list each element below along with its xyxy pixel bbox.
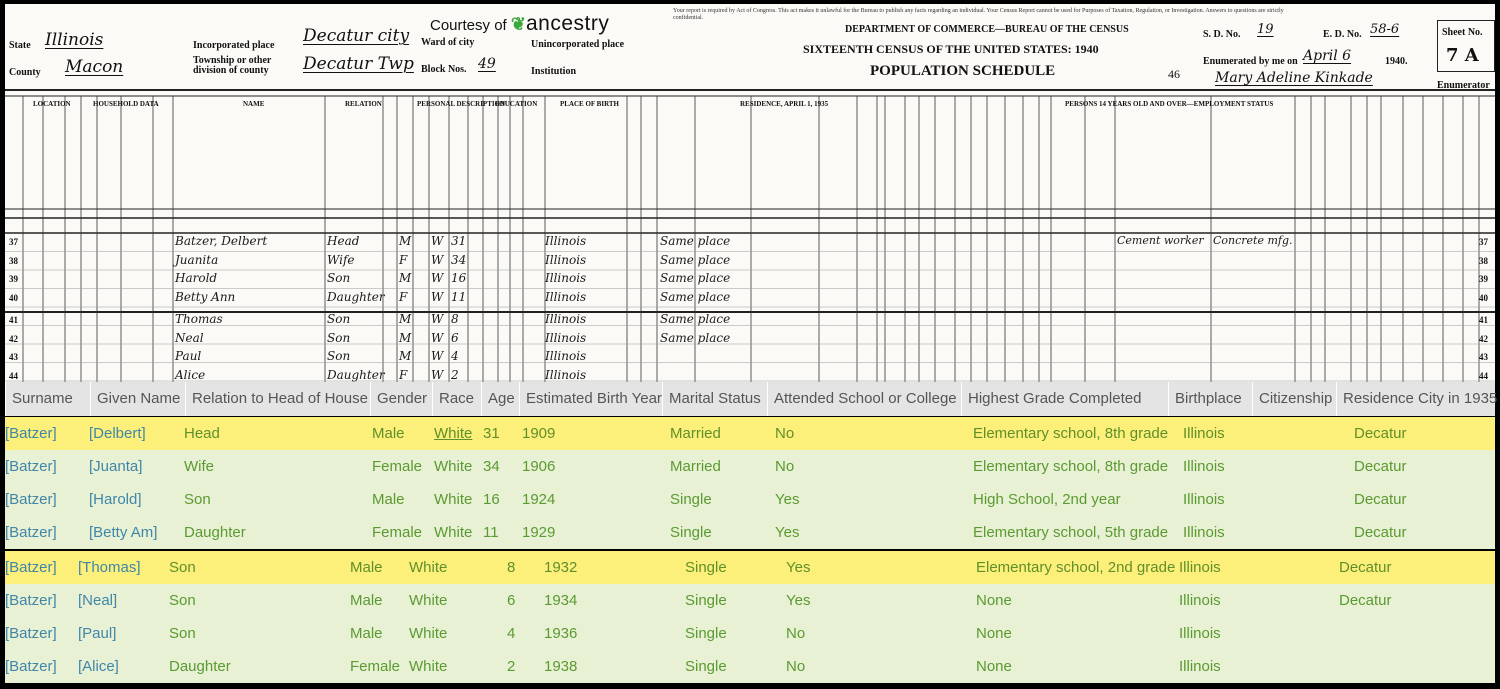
cell-relation: Head bbox=[184, 425, 220, 442]
enumerator-label: Enumerator bbox=[1437, 80, 1490, 91]
handwritten-sex: M bbox=[399, 349, 412, 363]
cell-given[interactable]: [Juanta] bbox=[89, 458, 143, 475]
cell-residence: Decatur bbox=[1354, 491, 1407, 508]
cell-birthplace: Illinois bbox=[1183, 458, 1225, 475]
section-place-of-birth: PLACE OF BIRTH bbox=[560, 100, 620, 108]
handwritten-res: Same place bbox=[660, 312, 731, 326]
handwritten-birth: Illinois bbox=[545, 289, 587, 304]
row-number: 42 bbox=[1479, 333, 1488, 344]
handwritten-age: 2 bbox=[451, 367, 459, 382]
cell-birth-year: 1936 bbox=[544, 625, 578, 642]
ancestry-leaf-icon: ❦ bbox=[510, 14, 526, 34]
cell-birth-year: 1932 bbox=[544, 559, 578, 576]
row-number: 37 bbox=[9, 237, 18, 247]
handwritten-age: 34 bbox=[451, 252, 467, 267]
cell-gender: Female bbox=[372, 458, 423, 475]
col-residence-1935[interactable]: Residence City in 1935 bbox=[1336, 382, 1495, 416]
handwritten-race: W bbox=[431, 234, 444, 248]
department-line: DEPARTMENT OF COMMERCE—BUREAU OF THE CENSUS bbox=[845, 24, 1129, 35]
cell-birthplace: Illinois bbox=[1179, 592, 1221, 609]
cell-marital: Married bbox=[670, 458, 721, 475]
table-row[interactable] bbox=[5, 650, 1495, 683]
section-location: LOCATION bbox=[33, 100, 71, 108]
cell-gender: Male bbox=[350, 625, 383, 642]
cell-birthplace: Illinois bbox=[1183, 491, 1225, 508]
cell-grade: Elementary school, 8th grade bbox=[973, 458, 1169, 475]
transcription-table bbox=[5, 382, 1498, 682]
handwritten-age: 16 bbox=[451, 271, 467, 285]
cell-residence: Decatur bbox=[1339, 592, 1392, 609]
cell-surname[interactable]: [Batzer] bbox=[5, 592, 57, 609]
cell-birthplace: Illinois bbox=[1179, 625, 1221, 642]
township-label: Township or other division of county bbox=[193, 55, 272, 76]
cell-gender: Female bbox=[350, 658, 401, 675]
handwritten-birth: Illinois bbox=[545, 252, 587, 267]
section-residence-1935: RESIDENCE, APRIL 1, 1935 bbox=[740, 100, 829, 108]
section-education: EDUCATION bbox=[495, 100, 538, 108]
table-row[interactable] bbox=[5, 417, 1495, 450]
section-name: NAME bbox=[243, 100, 265, 108]
table-header bbox=[5, 382, 1498, 416]
cell-surname[interactable]: [Batzer] bbox=[5, 625, 57, 642]
handwritten-sex: M bbox=[399, 312, 412, 326]
handwritten-res: Same place bbox=[660, 252, 731, 267]
cell-age: 2 bbox=[507, 658, 516, 675]
col-marital-status[interactable]: Marital Status bbox=[662, 382, 767, 416]
cell-age: 4 bbox=[507, 625, 516, 642]
cell-given[interactable]: [Alice] bbox=[78, 658, 119, 675]
col-given-name[interactable]: Given Name bbox=[90, 382, 185, 416]
cell-residence: Decatur bbox=[1354, 524, 1407, 541]
row-number: 40 bbox=[1479, 292, 1488, 303]
handwritten-name: Thomas bbox=[175, 312, 223, 326]
handwritten-sex: F bbox=[399, 367, 408, 382]
row-number: 38 bbox=[9, 255, 18, 266]
cell-race: White bbox=[434, 458, 473, 475]
handwritten-birth: Illinois bbox=[545, 312, 587, 326]
enumerator-value: Mary Adeline Kinkade bbox=[1215, 70, 1373, 86]
col-birthplace[interactable]: Birthplace bbox=[1168, 382, 1252, 416]
cell-marital: Single bbox=[670, 491, 712, 508]
handwritten-age: 11 bbox=[451, 289, 467, 304]
cell-school: No bbox=[775, 458, 795, 475]
incorporated-value: Decatur city bbox=[303, 26, 410, 46]
block-label: Block Nos. bbox=[421, 64, 467, 75]
form-instructions: Your report is required by Act of Congress. This act makes it unlawful for the Bureau to publish any facts regarding an individual. Your Census Report cannot be used for Purposes of Taxation, Regulation, or Investigation. Answers to questions are strictly confidential. bbox=[673, 8, 1284, 21]
row-number: 43 bbox=[9, 352, 18, 362]
cell-relation: Son bbox=[169, 592, 196, 609]
handwritten-age: 4 bbox=[451, 349, 459, 363]
handwritten-rel: Daughter bbox=[327, 367, 385, 382]
handwritten-race: W bbox=[431, 271, 444, 285]
cell-school: Yes bbox=[786, 559, 811, 576]
row-number: 42 bbox=[9, 333, 18, 344]
handwritten-sex: M bbox=[399, 271, 412, 285]
handwritten-rel: Son bbox=[327, 330, 351, 345]
cell-grade: High School, 2nd year bbox=[973, 491, 1121, 508]
handwritten-race: W bbox=[431, 349, 444, 363]
state-value: Illinois bbox=[45, 30, 104, 50]
cell-relation: Wife bbox=[184, 458, 214, 475]
table-row[interactable] bbox=[5, 450, 1495, 483]
unincorporated-label: Unincorporated place bbox=[531, 39, 625, 50]
cell-residence: Decatur bbox=[1354, 458, 1407, 475]
col-surname[interactable]: Surname bbox=[5, 382, 90, 416]
cell-surname[interactable]: [Batzer] bbox=[5, 658, 57, 675]
cell-gender: Male bbox=[350, 592, 383, 609]
cell-given[interactable]: [Delbert] bbox=[89, 425, 146, 442]
col-age[interactable]: Age bbox=[481, 382, 519, 416]
row-number: 39 bbox=[1479, 274, 1488, 284]
col-gender[interactable]: Gender bbox=[370, 382, 432, 416]
cell-gender: Male bbox=[350, 559, 383, 576]
cell-marital: Single bbox=[685, 559, 727, 576]
cell-school: No bbox=[786, 625, 806, 642]
sd-label: S. D. No. bbox=[1203, 29, 1241, 40]
handwritten-race: W bbox=[431, 330, 444, 345]
handwritten-name: Harold bbox=[175, 271, 218, 285]
cell-race: White bbox=[434, 491, 473, 508]
cell-birth-year: 1929 bbox=[522, 524, 556, 541]
cell-surname[interactable]: [Batzer] bbox=[5, 559, 57, 576]
handwritten-birth: Illinois bbox=[545, 330, 587, 345]
col-attended-school[interactable]: Attended School or College bbox=[767, 382, 961, 416]
cell-marital: Single bbox=[685, 658, 727, 675]
handwritten-birth: Illinois bbox=[545, 271, 587, 285]
handwritten-birth: Illinois bbox=[545, 349, 587, 363]
row-number: 41 bbox=[1479, 315, 1488, 325]
cell-grade: Elementary school, 8th grade bbox=[973, 425, 1169, 442]
handwritten-race: W bbox=[431, 252, 444, 267]
handwritten-race: W bbox=[431, 367, 444, 382]
handwritten-age: 8 bbox=[451, 312, 459, 326]
cell-age: 11 bbox=[483, 524, 499, 541]
incorporated-label: Incorporated place bbox=[193, 40, 275, 51]
ed-label: E. D. No. bbox=[1323, 29, 1362, 40]
cell-gender: Female bbox=[372, 524, 423, 541]
cell-birth-year: 1934 bbox=[544, 592, 578, 609]
cell-marital: Married bbox=[670, 425, 721, 442]
cell-grade: None bbox=[976, 658, 1012, 675]
table-row[interactable] bbox=[5, 551, 1495, 584]
cell-school: Yes bbox=[786, 592, 811, 609]
cell-birthplace: Illinois bbox=[1179, 559, 1221, 576]
handwritten-res: Same place bbox=[660, 271, 731, 285]
cell-given[interactable]: [Neal] bbox=[78, 592, 118, 609]
col-relation[interactable]: Relation to Head of House bbox=[185, 382, 370, 416]
handwritten-name: Neal bbox=[175, 330, 204, 345]
cell-age: 6 bbox=[507, 592, 516, 609]
handwritten-name: Batzer, Delbert bbox=[175, 234, 268, 248]
section-relation: RELATION bbox=[345, 100, 382, 108]
cell-grade: Elementary school, 5th grade bbox=[973, 524, 1169, 541]
handwritten-sex: M bbox=[399, 330, 412, 345]
institution-label: Institution bbox=[531, 66, 577, 77]
handwritten-race: W bbox=[431, 312, 444, 326]
handwritten-name: Betty Ann bbox=[175, 289, 236, 304]
cell-relation: Daughter bbox=[169, 658, 231, 675]
cell-race: White bbox=[434, 524, 473, 541]
section-employment-status: PERSONS 14 YEARS OLD AND OVER—EMPLOYMENT STATUS bbox=[1065, 100, 1274, 108]
census-title: SIXTEENTH CENSUS OF THE UNITED STATES: 1940 bbox=[803, 42, 1099, 56]
col-birth-year[interactable]: Estimated Birth Year bbox=[519, 382, 662, 416]
col-highest-grade[interactable]: Highest Grade Completed bbox=[961, 382, 1168, 416]
cell-relation: Son bbox=[184, 491, 211, 508]
county-value: Macon bbox=[65, 57, 124, 77]
cell-relation: Son bbox=[169, 625, 196, 642]
handwritten-age: 31 bbox=[451, 234, 467, 248]
cell-race: White bbox=[409, 658, 448, 675]
cell-gender: Male bbox=[372, 491, 405, 508]
cell-age: 31 bbox=[483, 425, 500, 442]
cell-birth-year: 1924 bbox=[522, 491, 556, 508]
handwritten-name: Juanita bbox=[175, 252, 219, 267]
cell-surname[interactable]: [Batzer] bbox=[5, 491, 57, 508]
cell-birthplace: Illinois bbox=[1179, 658, 1221, 675]
handwritten-sex: M bbox=[399, 234, 412, 248]
county-label: County bbox=[9, 67, 41, 78]
sheet-value: 7 A bbox=[1446, 45, 1479, 66]
cell-grade: None bbox=[976, 625, 1012, 642]
cell-given[interactable]: [Harold] bbox=[89, 491, 142, 508]
row-number: 37 bbox=[1479, 237, 1488, 247]
state-label: State bbox=[9, 40, 31, 51]
ed-value: 58-6 bbox=[1370, 22, 1400, 37]
cell-birthplace: Illinois bbox=[1183, 524, 1225, 541]
handwritten-rel: Son bbox=[327, 312, 351, 326]
cell-surname[interactable]: [Batzer] bbox=[5, 425, 57, 442]
handwritten-birth: Illinois bbox=[545, 367, 587, 382]
ward-label: Ward of city bbox=[421, 37, 475, 48]
cell-age: 16 bbox=[483, 491, 500, 508]
cell-age: 8 bbox=[507, 559, 516, 576]
row-number: 39 bbox=[9, 274, 18, 284]
cell-race: White bbox=[409, 592, 448, 609]
row-number: 40 bbox=[9, 292, 18, 303]
handwritten-res: Same place bbox=[660, 330, 731, 345]
table-row[interactable] bbox=[5, 516, 1495, 549]
enumerated-value: April 6 bbox=[1303, 48, 1352, 64]
row-number: 43 bbox=[1479, 352, 1488, 362]
handwritten-race: W bbox=[431, 289, 444, 304]
industry-entry: Concrete mfg. bbox=[1213, 234, 1293, 247]
cell-gender: Male bbox=[372, 425, 405, 442]
sheet-number-box bbox=[1437, 20, 1495, 72]
occupation-entry: Cement worker bbox=[1117, 234, 1204, 247]
section-personal-description: PERSONAL DESCRIPTION bbox=[417, 100, 506, 108]
row-number: 38 bbox=[1479, 255, 1488, 266]
cell-surname[interactable]: [Batzer] bbox=[5, 458, 57, 475]
col-race[interactable]: Race bbox=[432, 382, 481, 416]
row-number: 41 bbox=[9, 315, 18, 325]
cell-school: Yes bbox=[775, 491, 800, 508]
row-number: 44 bbox=[9, 370, 18, 381]
cell-birth-year: 1906 bbox=[522, 458, 556, 475]
cell-surname[interactable]: [Batzer] bbox=[5, 524, 57, 541]
sd-value: 19 bbox=[1257, 22, 1274, 37]
handwritten-rel: Son bbox=[327, 271, 351, 285]
cell-birth-year: 1909 bbox=[522, 425, 556, 442]
cell-age: 34 bbox=[483, 458, 500, 475]
cell-birthplace: Illinois bbox=[1183, 425, 1225, 442]
handwritten-age: 6 bbox=[451, 330, 459, 345]
cell-race: White bbox=[409, 559, 448, 576]
handwritten-rel: Wife bbox=[327, 252, 355, 267]
handwritten-name: Paul bbox=[175, 349, 202, 363]
section-household-data: HOUSEHOLD DATA bbox=[93, 100, 159, 108]
handwritten-rel: Son bbox=[327, 349, 351, 363]
row-number: 44 bbox=[1479, 370, 1488, 381]
cell-given[interactable]: [Paul] bbox=[78, 625, 117, 642]
enumerated-label: Enumerated by me on bbox=[1203, 56, 1298, 67]
census-scan-image bbox=[5, 4, 1495, 382]
cell-school: No bbox=[786, 658, 806, 675]
cell-marital: Single bbox=[685, 592, 727, 609]
handwritten-rel: Head bbox=[327, 234, 360, 248]
cell-residence: Decatur bbox=[1339, 559, 1392, 576]
cell-grade: Elementary school, 2nd grade bbox=[976, 559, 1176, 576]
handwritten-res: Same place bbox=[660, 289, 731, 304]
table-row[interactable] bbox=[5, 617, 1495, 650]
cell-marital: Single bbox=[685, 625, 727, 642]
cell-school: Yes bbox=[775, 524, 800, 541]
township-value: Decatur Twp bbox=[303, 54, 414, 74]
cell-marital: Single bbox=[670, 524, 712, 541]
handwritten-sex: F bbox=[399, 289, 408, 304]
handwritten-res: Same place bbox=[660, 234, 731, 248]
table-row[interactable] bbox=[5, 483, 1495, 516]
cell-relation: Son bbox=[169, 559, 196, 576]
handwritten-sex: F bbox=[399, 252, 408, 267]
handwritten-rel: Daughter bbox=[327, 289, 385, 304]
cell-school: No bbox=[775, 425, 795, 442]
page-code: 46 bbox=[1168, 67, 1180, 81]
handwritten-name: Alice bbox=[175, 367, 206, 382]
cell-residence: Decatur bbox=[1354, 425, 1407, 442]
cell-race: White bbox=[434, 425, 473, 442]
cell-relation: Daughter bbox=[184, 524, 246, 541]
table-row[interactable] bbox=[5, 584, 1495, 617]
schedule-title: POPULATION SCHEDULE bbox=[870, 63, 1056, 79]
handwritten-birth: Illinois bbox=[545, 234, 587, 248]
cell-given[interactable]: [Thomas] bbox=[78, 559, 141, 576]
cell-race: White bbox=[409, 625, 448, 642]
enumerated-year: 1940. bbox=[1385, 56, 1408, 67]
cell-birth-year: 1938 bbox=[544, 658, 578, 675]
col-citizenship[interactable]: Citizenship bbox=[1252, 382, 1336, 416]
cell-grade: None bbox=[976, 592, 1012, 609]
ancestry-watermark: Courtesy of ❦ancestry bbox=[430, 12, 610, 35]
block-value: 49 bbox=[478, 56, 496, 72]
cell-given[interactable]: [Betty Am] bbox=[89, 524, 158, 541]
sheet-label: Sheet No. bbox=[1442, 27, 1483, 38]
